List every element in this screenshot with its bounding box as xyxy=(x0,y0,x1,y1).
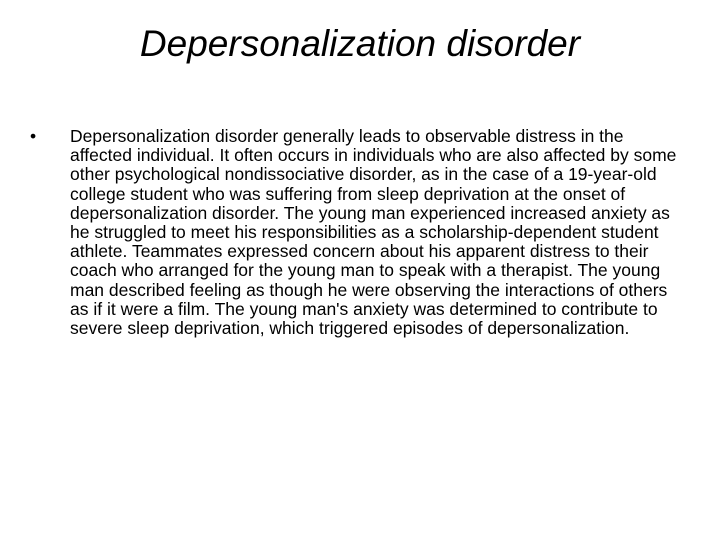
bullet-text: Depersonalization disorder generally leads to observable distress in the affected individual. It often occurs in individuals who are also affected by some other psychological nondissociative disorder, as in the case of a 19-year-old college student who was suffering from sleep deprivation at the onset of depersonalization disorder. The young man experienced increased anxiety as he struggled to meet his responsibilities as a scholarship-dependent student athlete. Teammates expressed concern about his apparent distress to their coach who arranged for the young man to speak with a therapist. The young man described feeling as though he were observing the interactions of others as if it were a film. The young man's anxiety was determined to contribute to severe sleep deprivation, which triggered episodes of depersonalization. xyxy=(70,126,677,339)
slide-title: Depersonalization disorder xyxy=(139,23,581,64)
bullet-marker: • xyxy=(30,126,37,146)
bullet-list xyxy=(26,127,686,338)
bullet-item xyxy=(26,127,686,338)
